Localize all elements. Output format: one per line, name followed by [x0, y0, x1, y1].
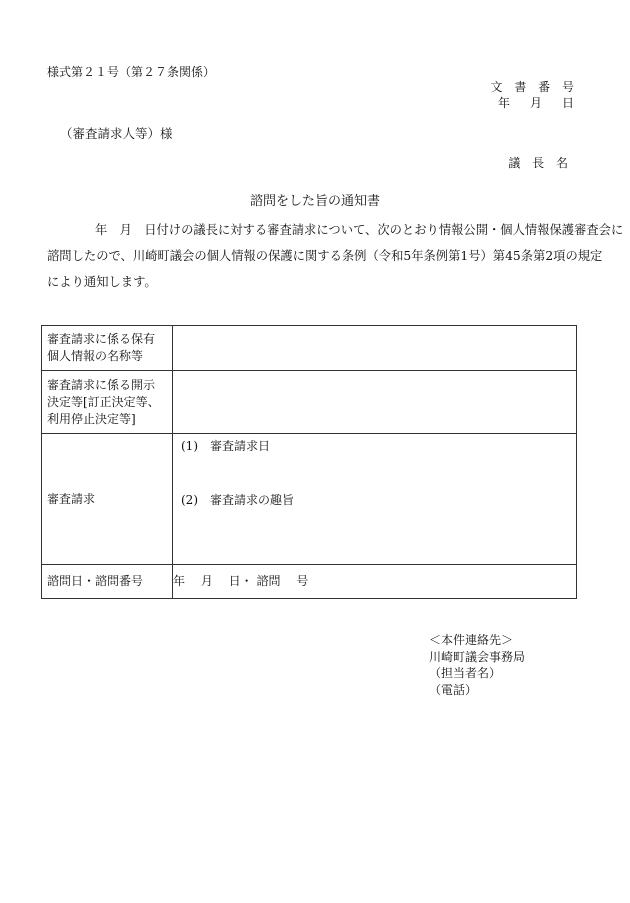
row-label-review-request: 審査請求	[42, 434, 173, 565]
table-row	[42, 326, 577, 371]
review-request-date-item: (1) 審査請求日	[181, 439, 270, 453]
row-value-disclosure-decision	[173, 371, 577, 434]
table-row	[42, 565, 577, 599]
review-request-purpose-item: (2) 審査請求の趣旨	[181, 493, 294, 507]
chairman-name: 議 長 名	[508, 156, 572, 170]
recipient-name: （審査請求人等）様	[60, 126, 173, 141]
table-row	[42, 434, 577, 565]
row-value-review-request	[173, 434, 577, 565]
contact-block	[429, 632, 525, 698]
body-text-line-3: により通知します。	[47, 275, 157, 289]
body-text-line-1: 年 月 日付けの議長に対する審査請求について、次のとおり情報公開・個人情報保護審査会に	[95, 223, 624, 237]
row-label-inquiry-date-number: 諮問日・諮問番号	[42, 565, 173, 599]
contact-heading: ＜本件連絡先＞	[429, 633, 514, 647]
contact-office: 川崎町議会事務局	[429, 649, 526, 664]
table-row	[42, 371, 577, 434]
document-title: 諮問をした旨の通知書	[249, 194, 380, 209]
info-table	[41, 325, 577, 599]
document-number-label: 文 書 番 号	[490, 80, 578, 94]
row-label-personal-info: 審査請求に係る保有 個人情報の名称等	[42, 326, 173, 371]
contact-phone: （電話）	[429, 682, 478, 697]
document-date-label: 年 月 日	[497, 96, 578, 110]
form-number: 様式第２１号（第２７条関係）	[47, 65, 216, 79]
row-label-disclosure-decision: 審査請求に係る開示 決定等[訂正決定等、 利用停止決定等]	[42, 371, 173, 434]
row-value-personal-info	[173, 326, 577, 371]
body-text-line-2: 諮問したので、川崎町議会の個人情報の保護に関する条例（令和5年条例第1号）第45条第2項の規定	[47, 249, 603, 263]
row-value-inquiry-date-number: 年 月 日・ 諮問 号	[173, 565, 577, 599]
contact-person: （担当者名）	[429, 666, 502, 680]
